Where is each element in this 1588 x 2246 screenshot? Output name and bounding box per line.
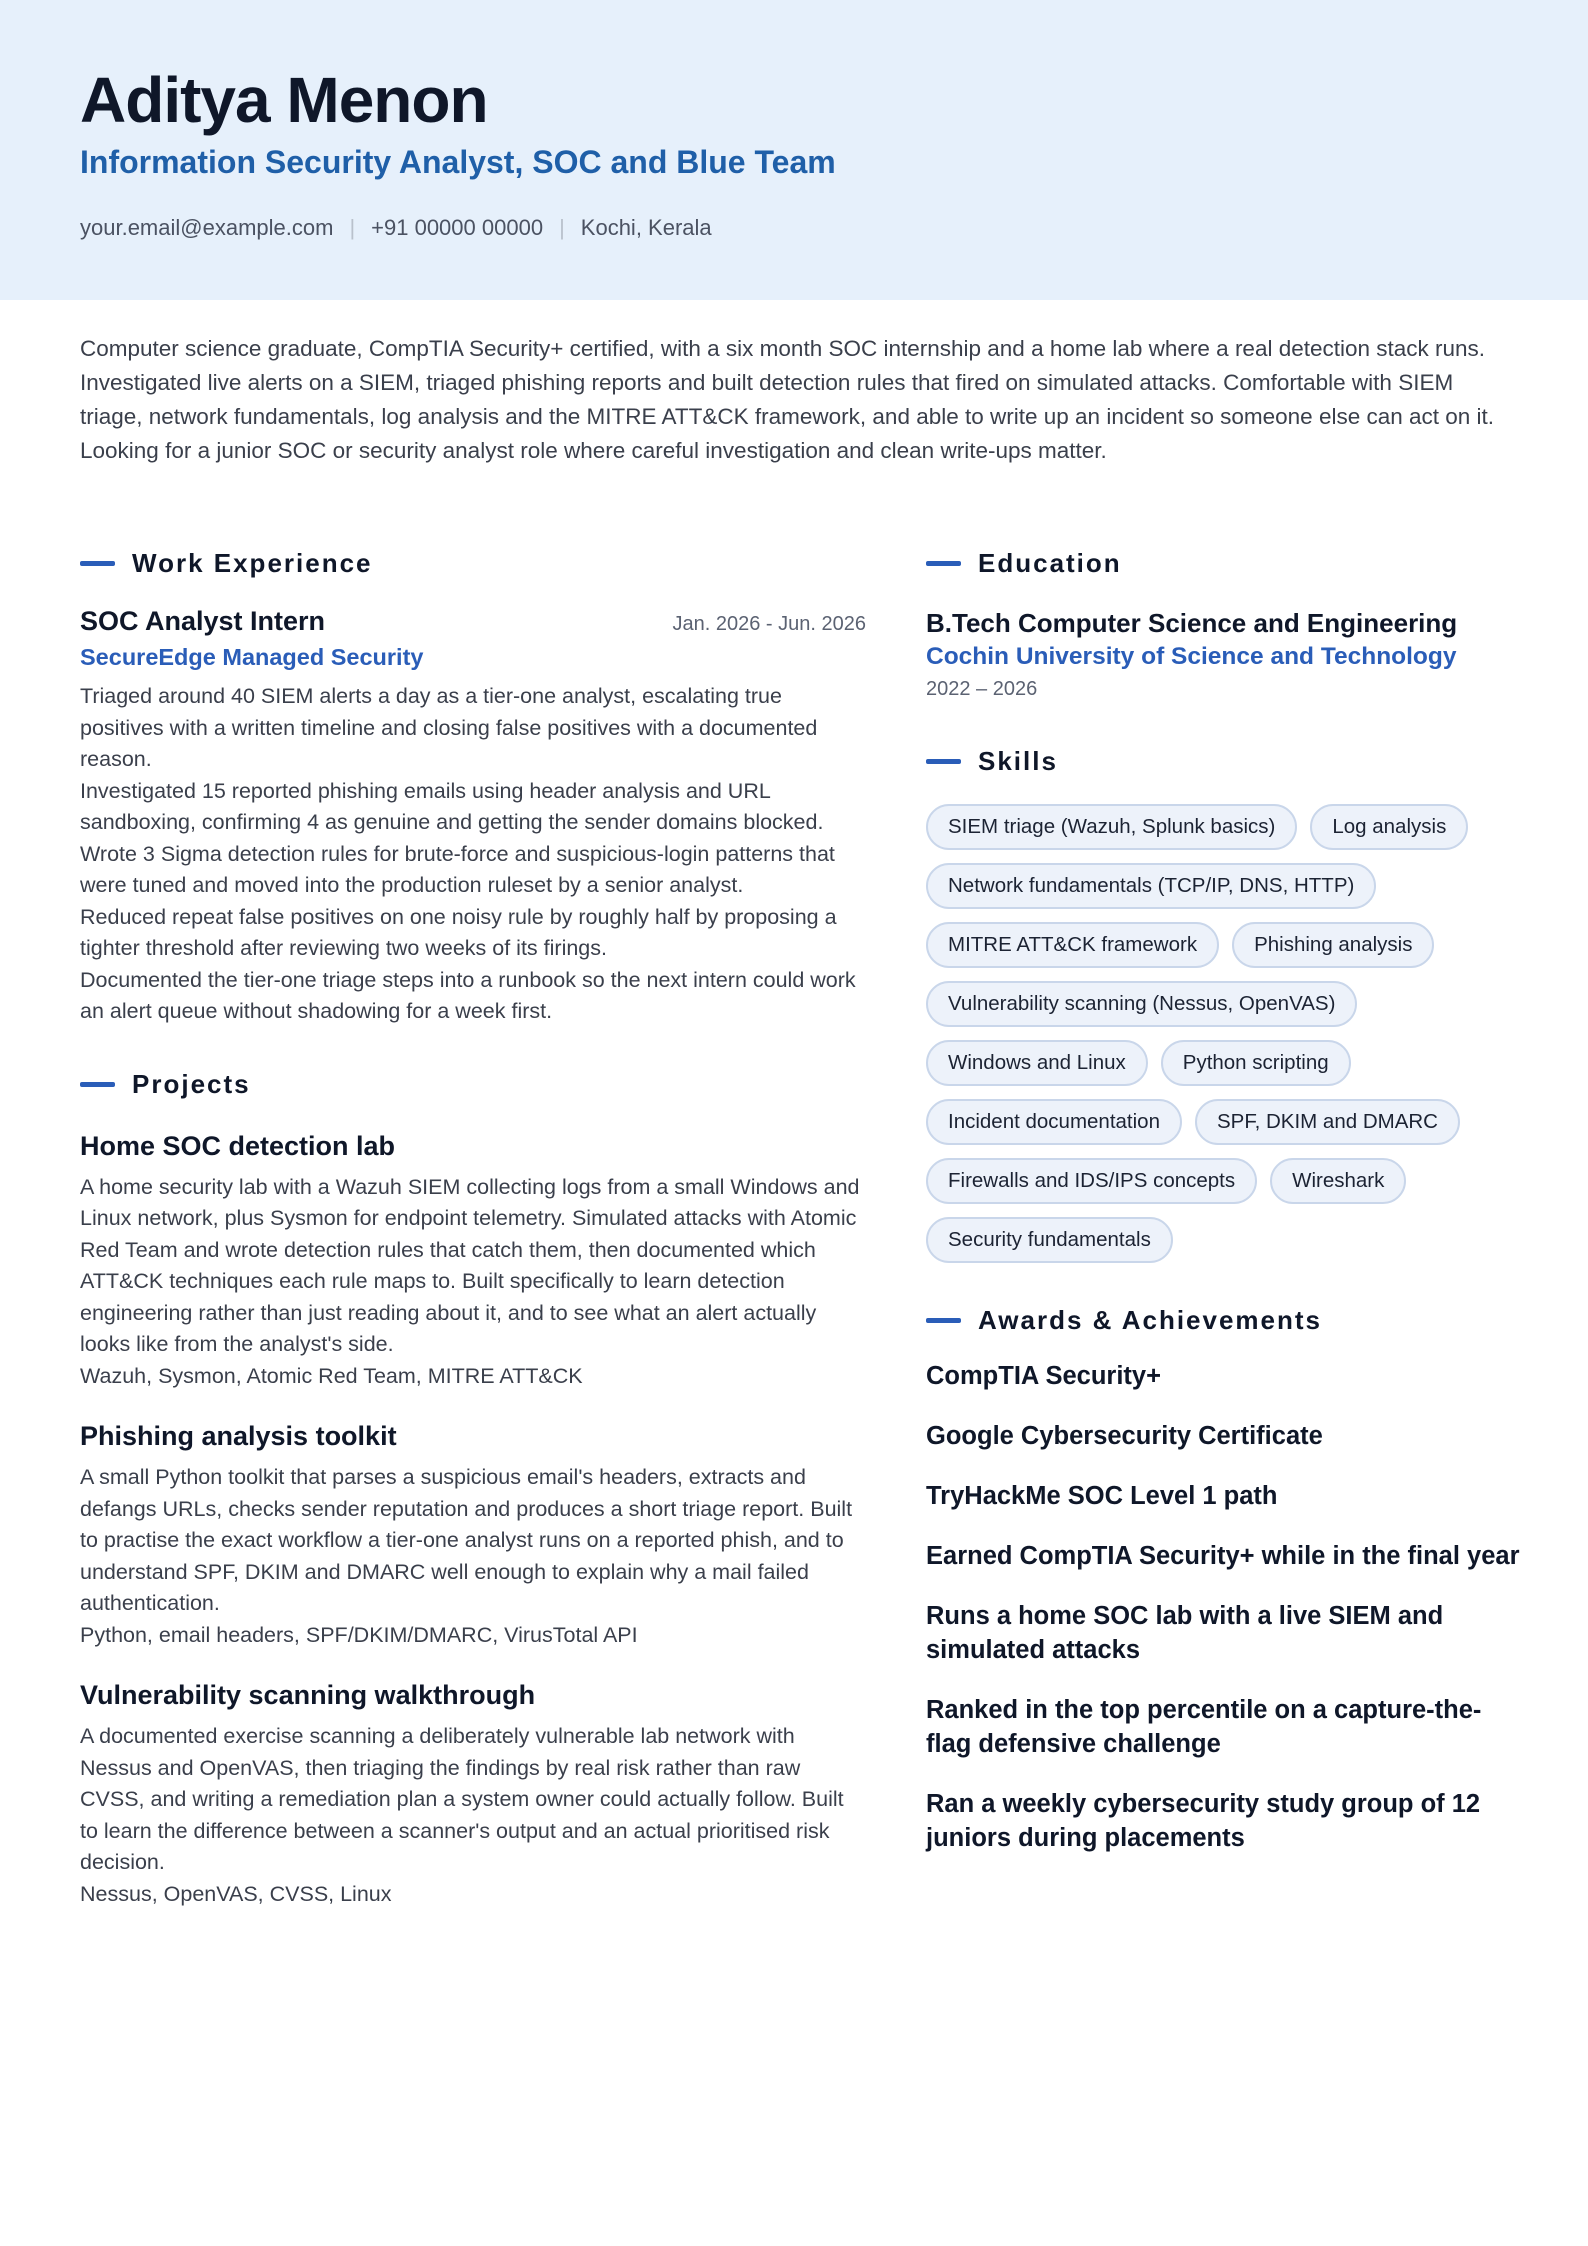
left-column <box>80 546 866 1910</box>
contact-separator: | <box>559 215 565 240</box>
skill-chip: Log analysis <box>1310 804 1468 850</box>
award-item: Ranked in the top percentile on a capture-the-flag defensive challenge <box>926 1696 1482 1758</box>
section-accent-bar <box>926 759 961 764</box>
candidate-title: Information Security Analyst, SOC and Blue Team <box>80 144 836 180</box>
skill-chip: MITRE ATT&CK framework <box>926 922 1219 968</box>
job-company: SecureEdge Managed Security <box>80 644 424 670</box>
section-accent-bar <box>926 1318 961 1323</box>
section-heading-education <box>926 546 1526 580</box>
section-accent-bar <box>80 1082 115 1087</box>
award-item: Ran a weekly cybersecurity study group of 12 juniors during placements <box>926 1790 1481 1852</box>
award-item: Runs a home SOC lab with a live SIEM and simulated attacks <box>926 1602 1444 1664</box>
job-dates: Jan. 2026 - Jun. 2026 <box>672 613 866 635</box>
skill-chip: Security fundamentals <box>926 1217 1173 1263</box>
contact-line <box>80 212 712 244</box>
contact-email[interactable]: your.email@example.com <box>80 215 334 240</box>
project-title: Vulnerability scanning walkthrough <box>80 1680 536 1710</box>
project-description: A small Python toolkit that parses a suspicious email's headers, extracts and defangs URLs, checks sender reputation and produces a short triage report. Built to practise the exact workflow a tier-one analyst runs on a reported phish, and to understand SPF, DKIM and DMARC well enough to explain why a mail failed authentication. <box>80 1465 853 1615</box>
candidate-name: Aditya Menon <box>80 64 488 136</box>
skill-chip: Incident documentation <box>926 1099 1182 1145</box>
project-entry <box>80 1677 866 1910</box>
job-bullet: Documented the tier-one triage steps into a runbook so the next intern could work an alert queue without shadowing for a week first. <box>80 967 856 1023</box>
job-bullet: Triaged around 40 SIEM alerts a day as a tier-one analyst, escalating true positives with a written timeline and closing false positives with a documented reason. <box>80 684 818 771</box>
skill-chip: Network fundamentals (TCP/IP, DNS, HTTP) <box>926 863 1376 909</box>
section-heading-label: Education <box>978 547 1122 578</box>
skill-chip: SPF, DKIM and DMARC <box>1195 1099 1460 1145</box>
project-tech: Nessus, OpenVAS, CVSS, Linux <box>80 1881 392 1906</box>
skills-chip-list <box>926 804 1526 1263</box>
job-entry <box>80 606 866 1028</box>
award-item: Google Cybersecurity Certificate <box>926 1422 1323 1450</box>
header-banner <box>0 0 1588 300</box>
right-column <box>926 546 1526 1881</box>
section-heading-label: Awards & Achievements <box>978 1304 1323 1335</box>
section-heading-skills <box>926 744 1526 778</box>
education-years: 2022 – 2026 <box>926 678 1038 700</box>
contact-phone[interactable]: +91 00000 00000 <box>371 215 544 240</box>
section-heading-label: Work Experience <box>132 547 373 578</box>
contact-location: Kochi, Kerala <box>580 215 712 240</box>
section-heading-label: Skills <box>978 745 1058 776</box>
awards-list <box>926 1359 1526 1855</box>
skill-chip: Vulnerability scanning (Nessus, OpenVAS) <box>926 981 1357 1027</box>
section-heading-awards <box>926 1303 1526 1337</box>
education-school: Cochin University of Science and Technology <box>926 643 1457 670</box>
skill-chip: Windows and Linux <box>926 1040 1148 1086</box>
section-accent-bar <box>926 561 961 566</box>
job-bullet: Reduced repeat false positives on one noisy rule by roughly half by proposing a tighter threshold after reviewing two weeks of its firings. <box>80 904 837 960</box>
skill-chip: Firewalls and IDS/IPS concepts <box>926 1158 1257 1204</box>
project-entry <box>80 1128 866 1393</box>
job-bullet-list <box>80 681 866 1028</box>
project-title: Home SOC detection lab <box>80 1130 396 1161</box>
project-description: A documented exercise scanning a deliberately vulnerable lab network with Nessus and OpenVAS, then triaging the findings by real risk rather than raw CVSS, and writing a remediation plan a system owner could actually follow. Built to learn the difference between a scanner's output and an actual prioritised risk decision. <box>80 1724 844 1874</box>
project-entry <box>80 1418 866 1651</box>
project-tech: Wazuh, Sysmon, Atomic Red Team, MITRE ATT&CK <box>80 1363 583 1388</box>
project-title: Phishing analysis toolkit <box>80 1421 397 1451</box>
skill-chip: Phishing analysis <box>1232 922 1434 968</box>
project-description: A home security lab with a Wazuh SIEM collecting logs from a small Windows and Linux network, plus Sysmon for endpoint telemetry. Simulated attacks with Atomic Red Team and wrote detection rules that catch them, then documented which ATT&CK techniques each rule maps to. Built specifically to learn detection engineering rather than just reading about it, and to see what an alert actually looks like from the analyst's side. <box>80 1174 860 1356</box>
job-role: SOC Analyst Intern <box>80 606 326 636</box>
section-heading-work <box>80 546 866 580</box>
project-tech: Python, email headers, SPF/DKIM/DMARC, VirusTotal API <box>80 1622 638 1647</box>
job-bullet: Wrote 3 Sigma detection rules for brute-force and suspicious-login patterns that were tuned and moved into the production ruleset by a senior analyst. <box>80 841 835 897</box>
award-item: CompTIA Security+ <box>926 1362 1161 1390</box>
summary-paragraph: Computer science graduate, CompTIA Security+ certified, with a six month SOC internship and a home lab where a real detection stack runs. Investigated live alerts on a SIEM, triaged phishing reports and built detection rules that fired on simulated attacks. Comfortable with SIEM triage, network fundamentals, log analysis and the MITRE ATT&CK framework, and able to write up an incident so someone else can act on it. Looking for a junior SOC or security analyst role where careful investigation and clean write-ups matter. <box>80 336 1495 463</box>
skill-chip: SIEM triage (Wazuh, Splunk basics) <box>926 804 1297 850</box>
section-heading-projects <box>80 1068 866 1102</box>
job-bullet: Investigated 15 reported phishing emails using header analysis and URL sandboxing, confirming 4 as genuine and getting the sender domains blocked. <box>80 778 824 834</box>
award-item: TryHackMe SOC Level 1 path <box>926 1482 1278 1510</box>
contact-separator: | <box>349 215 356 240</box>
award-item: Earned CompTIA Security+ while in the final year <box>926 1542 1520 1570</box>
skill-chip: Python scripting <box>1161 1040 1351 1086</box>
education-degree: B.Tech Computer Science and Engineering <box>926 608 1458 638</box>
section-accent-bar <box>80 561 115 566</box>
skill-chip: Wireshark <box>1270 1158 1406 1204</box>
section-heading-label: Projects <box>132 1069 251 1099</box>
